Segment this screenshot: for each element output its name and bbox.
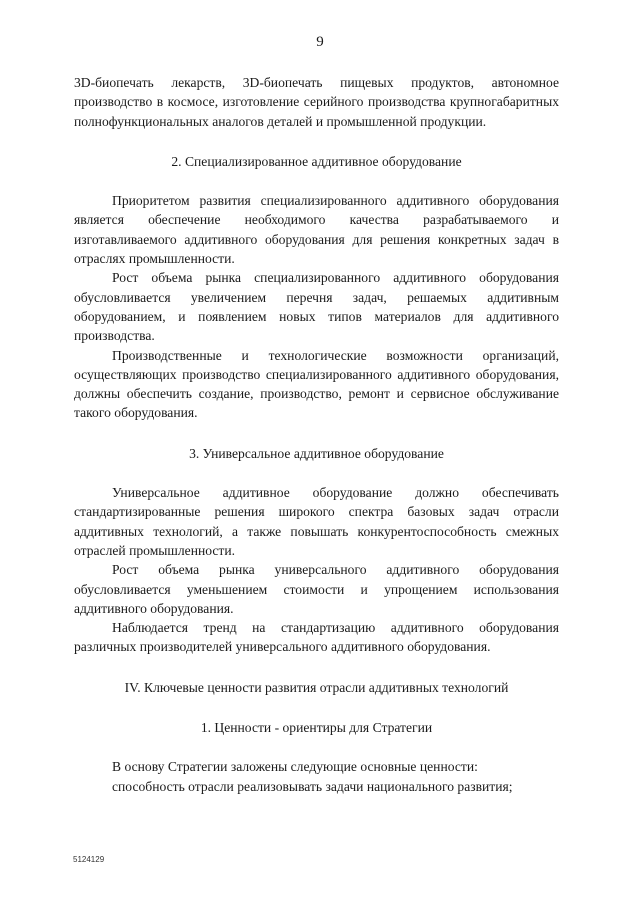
paragraph-universal-market-growth: Рост объема рынка универсального аддитивного оборудования обусловливается уменьшением стоимости и упрощением использования аддитивного оборудования. [74,562,559,616]
paragraph-universal-equipment: Универсальное аддитивное оборудование должно обеспечивать стандартизированные решения широкого спектра базовых задач отрасли аддитивных технологий, а также повышать конкурентоспособность смежных отраслей промышленности. [74,485,559,558]
paragraph-specialized-market-growth: Рост объема рынка специализированного аддитивного оборудования обусловливается увеличением перечня задач, решаемых аддитивным оборудованием, и появлением новых типов материалов для аддитивного производства. [74,270,559,344]
paragraph-specialized-priority: Приоритетом развития специализированного аддитивного оборудования является обеспечение необходимого качества разрабатываемого и изготавливаемого аддитивного оборудования для решения конкретных задач в отраслях промышленности. [74,193,559,267]
section-heading-universal-equipment: 3. Универсальное аддитивное оборудование [189,445,444,461]
paragraph-specialized-capabilities: Производственные и технологические возможности организаций, осуществляющих производство специализированного аддитивного оборудования, должны обеспечить создание, производство, ремонт и сервисное обслуживание такого оборудования. [74,347,559,421]
page-number: 9 [316,34,324,50]
paragraph-standardization-trend: Наблюдается тренд на стандартизацию аддитивного оборудования различных производителей универсального аддитивного оборудования. [74,620,559,655]
chapter-heading-key-values: IV. Ключевые ценности развития отрасли аддитивных технологий [124,679,509,695]
section-heading-specialized-equipment: 2. Специализированное аддитивное оборудование [171,153,462,169]
document-body [74,73,559,796]
paragraph-continuation: 3D-биопечать лекарств, 3D-биопечать пищевых продуктов, автономное производство в космосе, изготовление серийного производства крупногабаритных полнофункциональных аналогов деталей и промышленной продукции. [74,75,559,129]
paragraph-value-national-goals: способность отрасли реализовывать задачи национального развития; [112,778,513,794]
paragraph-values-intro: В основу Стратегии заложены следующие основные ценности: [112,759,478,775]
document-code: 5124129 [73,855,105,864]
section-heading-values-guidelines: 1. Ценности - ориентиры для Стратегии [200,720,433,736]
